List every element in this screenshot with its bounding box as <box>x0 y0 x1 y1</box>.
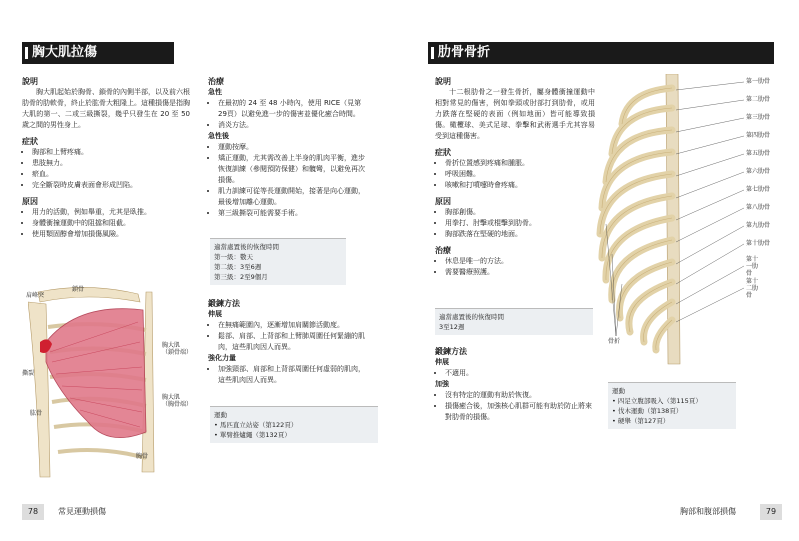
exercise-item[interactable]: • 伐木運動（第138頁） <box>612 407 683 415</box>
causes-heading: 原因 <box>435 197 451 206</box>
exercise-item[interactable]: • 硬舉（第127頁） <box>612 417 670 425</box>
training-heading: 鍛鍊方法 <box>435 347 467 356</box>
exercise-heading: 運動 <box>612 387 625 395</box>
description-heading: 說明 <box>435 77 451 86</box>
symptoms-heading: 症狀 <box>435 148 451 157</box>
recovery-box <box>210 238 346 285</box>
causes-heading: 原因 <box>22 197 38 206</box>
list-item: • 完全斷裂時皮膚表面會形成凹陷。 <box>32 180 190 191</box>
right-page <box>400 0 799 541</box>
recovery-line: 3至12週 <box>439 323 465 331</box>
rib-label: 第二肋骨 <box>746 96 771 103</box>
list-item: • 身體衝撞運動中的阻擋和阻截。 <box>32 218 190 229</box>
list-item: • 不適用。 <box>445 368 595 379</box>
recovery-line: 第三級：2至9個月 <box>214 273 268 281</box>
left-column-1 <box>22 76 190 240</box>
stretch-list <box>208 320 368 353</box>
rib-label: 第九肋骨 <box>746 222 771 229</box>
exercise-item[interactable]: • 四足立腹部吸入（第115頁） <box>612 397 702 405</box>
list-item: • 骨折位置感到疼痛和腫脹。 <box>445 158 595 169</box>
description-heading: 說明 <box>22 77 38 86</box>
acute-label: 急性 <box>208 88 222 96</box>
strength-list <box>435 390 595 423</box>
rib-label: 第三肋骨 <box>746 114 771 121</box>
list-item: • 胸部創傷。 <box>445 207 595 218</box>
rib-label: 第八肋骨 <box>746 204 771 211</box>
list-item: • 胸部和上臂疼痛。 <box>32 147 190 158</box>
treatment-heading: 治療 <box>435 246 451 255</box>
footer-text: 胸部和腹部損傷 <box>680 507 736 516</box>
list-item: • 損傷癒合後，加強核心肌群可能有助於防止將來對肋骨的損傷。 <box>445 401 595 423</box>
list-item: • 咳嗽和打噴嚏時會疼痛。 <box>445 180 595 191</box>
exercise-heading: 運動 <box>214 411 227 419</box>
pectoralis-illustration <box>28 282 178 482</box>
list-item: • 患肢無力。 <box>32 158 190 169</box>
page-number: 79 <box>760 504 782 520</box>
stretch-label: 伸展 <box>435 358 449 366</box>
list-item: • 在最初的 24 至 48 小時內，使用 RICE（見第 29頁）以避免進一步的傷害並優化癒合時間。 <box>218 98 368 120</box>
list-item: • 休息是唯一的方法。 <box>445 256 595 267</box>
list-item: • 第三級撕裂可能需要手術。 <box>218 208 368 219</box>
post-acute-label: 急性後 <box>208 132 229 140</box>
list-item: • 消炎方法。 <box>218 120 368 131</box>
list-item: • 瘀血。 <box>32 169 190 180</box>
rib-label: 第七肋骨 <box>746 186 771 193</box>
label-pec-sternal: 胸大肌 （胸骨端） <box>162 394 193 408</box>
post-acute-list <box>208 142 368 219</box>
label-sternum: 胸骨 <box>136 453 149 460</box>
page-title: 胸大肌拉傷 <box>22 42 174 64</box>
list-item: • 鬆部、肩部、上背部和上臂肺周圍任何緊繃的肌肉，這些肌肉因人而異。 <box>218 331 368 353</box>
rib-label: 第十肋骨 <box>746 240 771 247</box>
exercise-item[interactable]: • 單臂推爐繩（第132頁） <box>214 431 291 439</box>
left-column-2 <box>208 76 368 219</box>
label-humerus: 肱骨 <box>30 410 43 417</box>
description-text: 十二根肋骨之一發生骨折，屬身體衝撞運動中相對常見的傷害，例如拳頭或肘部打到肋骨，或用力跌落在堅硬的表面（例如地面）皆可能導致損傷。橄欖球、美式足球、拳擊和武術選手尤其容易受到這種傷害。 <box>435 88 595 140</box>
label-tear: 撕裂 <box>22 370 35 377</box>
label-acromion: 肩峰突 <box>26 292 45 299</box>
description-text: 胸大肌起始於胸骨、鎖骨的內側半部，以及前六根肋骨的肋軟骨，終止於肱骨大粗隆上。這種損傷是指胸大肌的第一、二或三級撕裂，幾乎只發生在 20 至 50 歲之間的男性身上。 <box>22 88 190 129</box>
training-section <box>208 298 368 386</box>
exercise-box <box>210 406 378 443</box>
stretch-list <box>435 368 595 379</box>
page-number: 78 <box>22 504 44 520</box>
causes-list <box>22 207 190 240</box>
rib-cage-illustration <box>596 74 746 374</box>
exercise-item[interactable]: • 馬匹直立站姿（第122頁） <box>214 421 298 429</box>
symptoms-list <box>22 147 190 191</box>
exercise-box <box>608 382 736 429</box>
symptoms-list <box>435 158 595 191</box>
list-item: • 運動按摩。 <box>218 142 368 153</box>
rib-label: 第六肋骨 <box>746 168 771 175</box>
symptoms-heading: 症狀 <box>22 137 38 146</box>
label-clavicle: 鎖骨 <box>72 286 85 293</box>
list-item: • 用力的活動，例如舉重，尤其是臥推。 <box>32 207 190 218</box>
list-item: • 呼吸困難。 <box>445 169 595 180</box>
training-section <box>435 346 595 423</box>
label-pec-clavicular: 胸大肌 （鎖骨端） <box>162 342 193 356</box>
rib-label: 第五肋骨 <box>746 150 771 157</box>
list-item: • 肌力訓練可從等長運動開始，接著是向心運動，最後增加離心運動。 <box>218 186 368 208</box>
acute-list <box>208 98 368 131</box>
label-fracture: 骨折 <box>608 338 621 345</box>
list-item: • 沒有特定的運動有助於恢復。 <box>445 390 595 401</box>
recovery-heading: 適當處置後的恢復時間 <box>439 313 504 321</box>
training-heading: 鍛鍊方法 <box>208 299 240 308</box>
list-item: • 使用類固醇會增加損傷風險。 <box>32 229 190 240</box>
list-item: • 用拳打、肘擊或棍擊到肋骨。 <box>445 218 595 229</box>
list-item: • 在無痛範圍內，逐漸增加肩關節活動度。 <box>218 320 368 331</box>
page-title: 肋骨骨折 <box>428 42 774 64</box>
rib-label: 第十一肋骨 <box>746 256 759 277</box>
list-item: • 加強頸部、肩部和上背部周圍任何虛弱的肌肉，這些肌肉因人而異。 <box>218 364 368 386</box>
recovery-line: 第一級：數天 <box>214 253 253 261</box>
left-page <box>0 0 399 541</box>
rib-label: 第十二肋骨 <box>746 278 759 299</box>
recovery-box <box>435 308 593 335</box>
rib-label: 第一肋骨 <box>746 78 771 85</box>
list-item: • 需要醫療照護。 <box>445 267 595 278</box>
list-item: • 胸部跌落在堅硬的地面。 <box>445 229 595 240</box>
treatment-heading: 治療 <box>208 77 224 86</box>
right-column-1 <box>435 76 595 278</box>
recovery-line: 第二級：3至6週 <box>214 263 262 271</box>
stretch-label: 伸展 <box>208 310 222 318</box>
treatment-list <box>435 256 595 278</box>
strength-list <box>208 364 368 386</box>
strength-label: 加強 <box>435 380 449 388</box>
footer-text: 常見運動損傷 <box>58 507 106 516</box>
recovery-heading: 適當處置後的恢復時間 <box>214 243 279 251</box>
causes-list <box>435 207 595 240</box>
strength-label: 強化力量 <box>208 354 236 362</box>
rib-label: 第四肋骨 <box>746 132 771 139</box>
list-item: • 矯正運動，尤其需改善上半身的肌肉平衡，進步恢復訓練（參閱預防保健）和髖彎，以避免再次損傷。 <box>218 153 368 186</box>
